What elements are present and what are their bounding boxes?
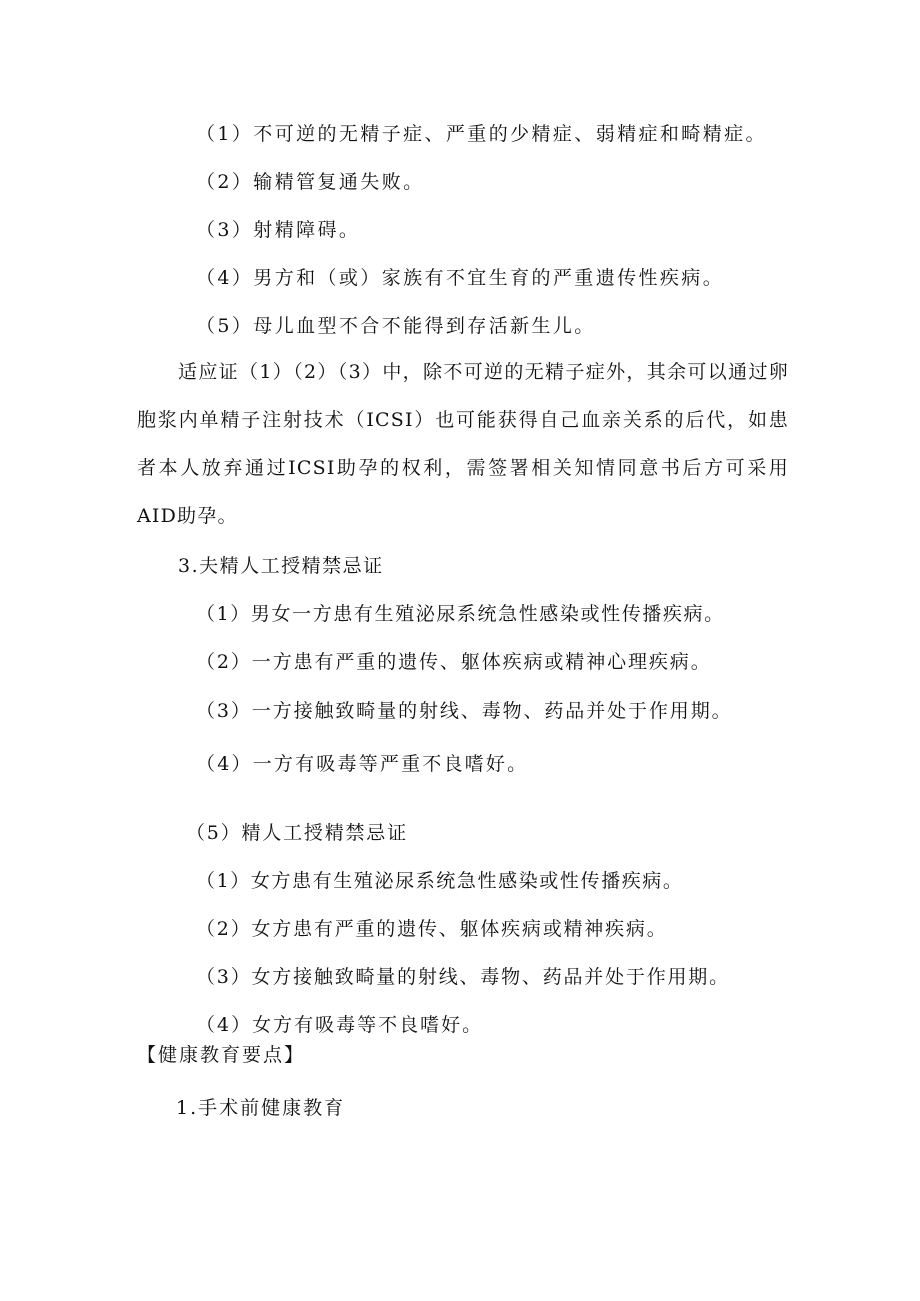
- section3-item-3: （3）一方接触致畸量的射线、毒物、药品并处于作用期。: [196, 700, 733, 722]
- section5-item-2: （2）女方患有严重的遗传、躯体疾病或精神疾病。: [196, 918, 668, 940]
- section3-item-1: （1）男女一方患有生殖泌尿系统急性感染或性传播疾病。: [196, 603, 725, 625]
- section3-item-2: （2）一方患有严重的遗传、躯体疾病或精神心理疾病。: [196, 651, 712, 673]
- section5-item-1: （1）女方患有生殖泌尿系统急性感染或性传播疾病。: [196, 870, 684, 892]
- indication-item-1: （1）不可逆的无精子症、严重的少精症、弱精症和畸精症。: [196, 123, 767, 145]
- section3-heading: 3.夫精人工授精禁忌证: [178, 555, 384, 577]
- indication-note-text: 适应证（1）（2）（3）中，除不可逆的无精子症外，其余可以通过卵胞浆内单精子注射技术（ICSI）也可能获得自己血亲关系的后代，如患者本人放弃通过ICSI助孕的权利，需签署相关知情同意书后方可采用AID助孕。: [137, 361, 789, 527]
- section5-heading: （5）精人工授精禁忌证: [186, 822, 408, 844]
- indication-item-4: （4）男方和（或）家族有不宜生育的严重遗传性疾病。: [196, 267, 725, 289]
- indication-note-paragraph: [137, 348, 789, 540]
- section3-item-4: （4）一方有吸毒等严重不良嗜好。: [196, 753, 529, 775]
- indication-item-5: （5）母儿血型不合不能得到存活新生儿。: [196, 315, 596, 337]
- health-education-heading: 【健康教育要点】: [137, 1044, 306, 1066]
- indication-item-3: （3）射精障碍。: [196, 219, 361, 241]
- indication-item-2: （2）输精管复通失败。: [196, 171, 425, 193]
- section5-item-4: （4）女方有吸毒等不良嗜好。: [196, 1014, 484, 1036]
- health-education-subheading: 1.手术前健康教育: [176, 1097, 346, 1119]
- section5-item-3: （3）女方接触致畸量的射线、毒物、药品并处于作用期。: [196, 966, 730, 988]
